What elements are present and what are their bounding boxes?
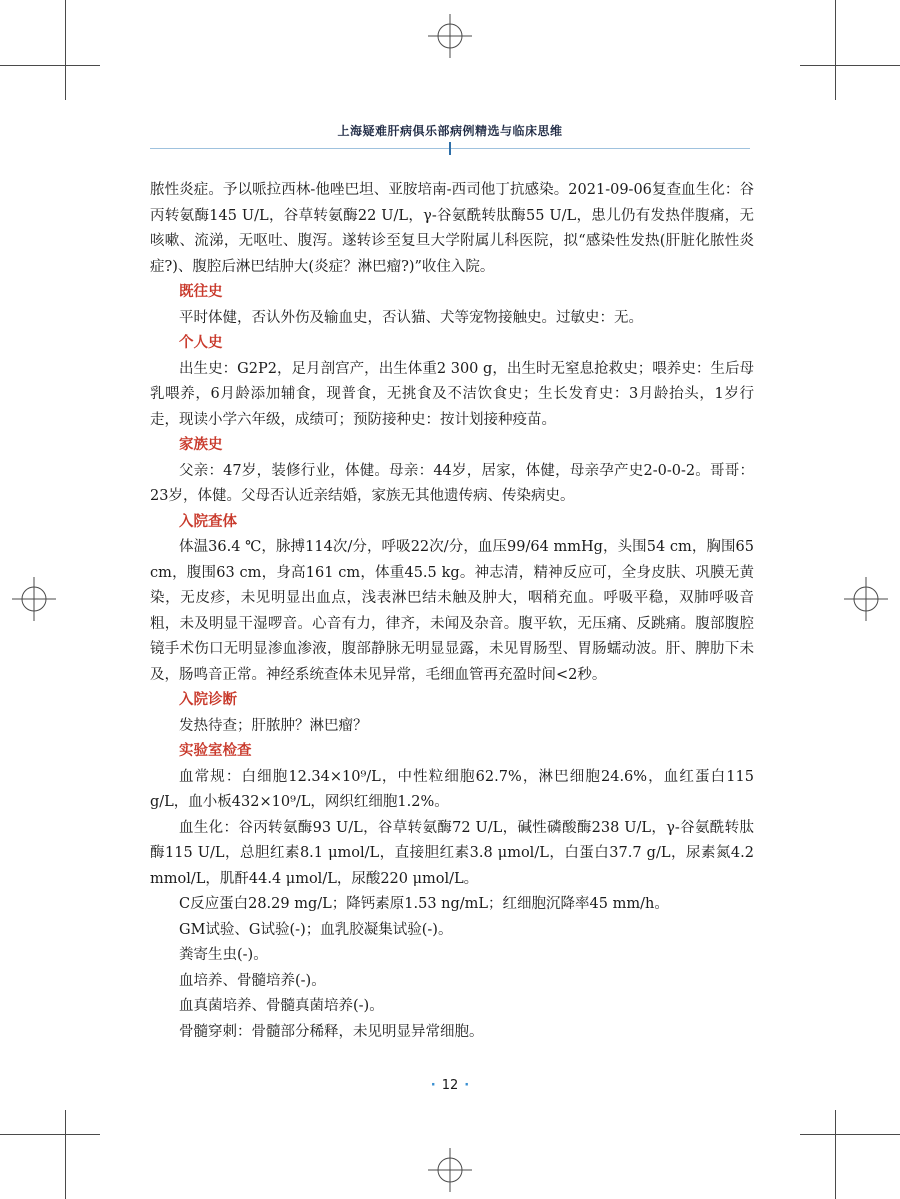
- page-number-value: 12: [441, 1078, 459, 1093]
- lab-test-item: 血常规：白细胞12.34×10⁹/L，中性粒细胞62.7%，淋巴细胞24.6%，血红蛋白115 g/L，血小板432×10⁹/L，网织红细胞1.2%。: [150, 768, 754, 810]
- section-heading-lab-tests: 实验室检查: [179, 743, 252, 759]
- admission-diagnosis-text: 发热待查；肝脓肿？淋巴瘤？: [179, 717, 368, 734]
- header-tick: [449, 142, 451, 155]
- lab-test-item: C反应蛋白28.29 mg/L；降钙素原1.53 ng/mL；红细胞沉降率45 mm/h。: [179, 896, 669, 912]
- section-heading-past-history: 既往史: [179, 284, 223, 300]
- lab-test-item: 血真菌培养、骨髓真菌培养(-)。: [179, 998, 384, 1014]
- family-history-text: 父亲：47岁，装修行业，体健。母亲：44岁，居家，体健，母亲孕产史2-0-0-2。哥哥：23岁，体健。父母否认近亲结婚，家族无其他遗传病、传染病史。: [150, 462, 754, 504]
- section-heading-personal-history: 个人史: [179, 335, 223, 351]
- lab-test-item: 血培养、骨髓培养(-)。: [179, 972, 326, 989]
- page-number: [0, 1078, 900, 1093]
- lab-test-item: 粪寄生虫(-)。: [179, 947, 268, 963]
- section-heading-physical-exam: 入院查体: [179, 513, 237, 530]
- lab-test-item: 血生化：谷丙转氨酶93 U/L，谷草转氨酶72 U/L，碱性磷酸酶238 U/L，γ-谷氨酰转肽酶115 U/L，总胆红素8.1 μmol/L，直接胆红素3.8 μmol/L，白蛋白37.7 g/L，尿素氮4.2 mmol/L，肌酐44.4 μmol/L，尿酸220 μmol/L。: [150, 819, 754, 887]
- registration-mark-left: [12, 577, 56, 621]
- registration-mark-right: [844, 577, 888, 621]
- physical-exam-text: 体温36.4 ℃，脉搏114次/分，呼吸22次/分，血压99/64 mmHg，头围54 cm，胸围65 cm，腹围63 cm，身高161 cm，体重45.5 kg。神志清，精神反应可，全身皮肤、巩膜无黄染，无皮疹，未见明显出血点，浅表淋巴结未触及肿大，咽稍充血。呼吸平稳，双肺呼吸音粗，未及明显干湿啰音。心音有力，律齐，未闻及杂音。腹平软，无压痛、反跳痛。腹部腹腔镜手术伤口无明显渗血渗液，腹部静脉无明显显露，未见胃肠型、胃肠蠕动波。肝、脾肋下未及，肠鸣音正常。神经系统查体未见异常，毛细血管再充盈时间<2秒。: [150, 539, 754, 683]
- lab-test-item: 骨髓穿刺：骨髓部分稀释，未见明显异常细胞。: [179, 1023, 484, 1040]
- section-heading-admission-diagnosis: 入院诊断: [179, 692, 237, 708]
- past-history-text: 平时体健，否认外伤及输血史，否认猫、犬等宠物接触史。过敏史：无。: [179, 309, 643, 326]
- registration-mark-top: [428, 14, 472, 58]
- registration-mark-bottom: [428, 1148, 472, 1192]
- page-number-dot-left: ·: [430, 1078, 436, 1093]
- lab-test-item: GM试验、G试验(-)；血乳胶凝集试验(-)。: [179, 921, 453, 938]
- running-header-title: 上海疑难肝病俱乐部病例精选与临床思维: [337, 124, 563, 138]
- page-number-dot-right: ·: [464, 1078, 470, 1093]
- intro-paragraph: 脓性炎症。予以哌拉西林-他唑巴坦、亚胺培南-西司他丁抗感染。2021-09-06复查血生化：谷丙转氨酶145 U/L，谷草转氨酶22 U/L，γ-谷氨酰转肽酶55 U/L，患儿仍有发热伴腹痛，无咳嗽、流涕，无呕吐、腹泻。遂转诊至复旦大学附属儿科医院，拟“感染性发热(肝脏化脓性炎症?)、腹腔后淋巴结肿大(炎症？淋巴瘤?)”收住入院。: [150, 182, 754, 275]
- section-heading-family-history: 家族史: [179, 437, 223, 453]
- page-body: [150, 178, 754, 1045]
- personal-history-text: 出生史：G2P2，足月剖宫产，出生体重2 300 g，出生时无窒息抢救史；喂养史：生后母乳喂养，6月龄添加辅食，现普食，无挑食及不洁饮食史；生长发育史：3月龄抬头，1岁行走，现读小学六年级，成绩可；预防接种史：按计划接种疫苗。: [150, 360, 754, 428]
